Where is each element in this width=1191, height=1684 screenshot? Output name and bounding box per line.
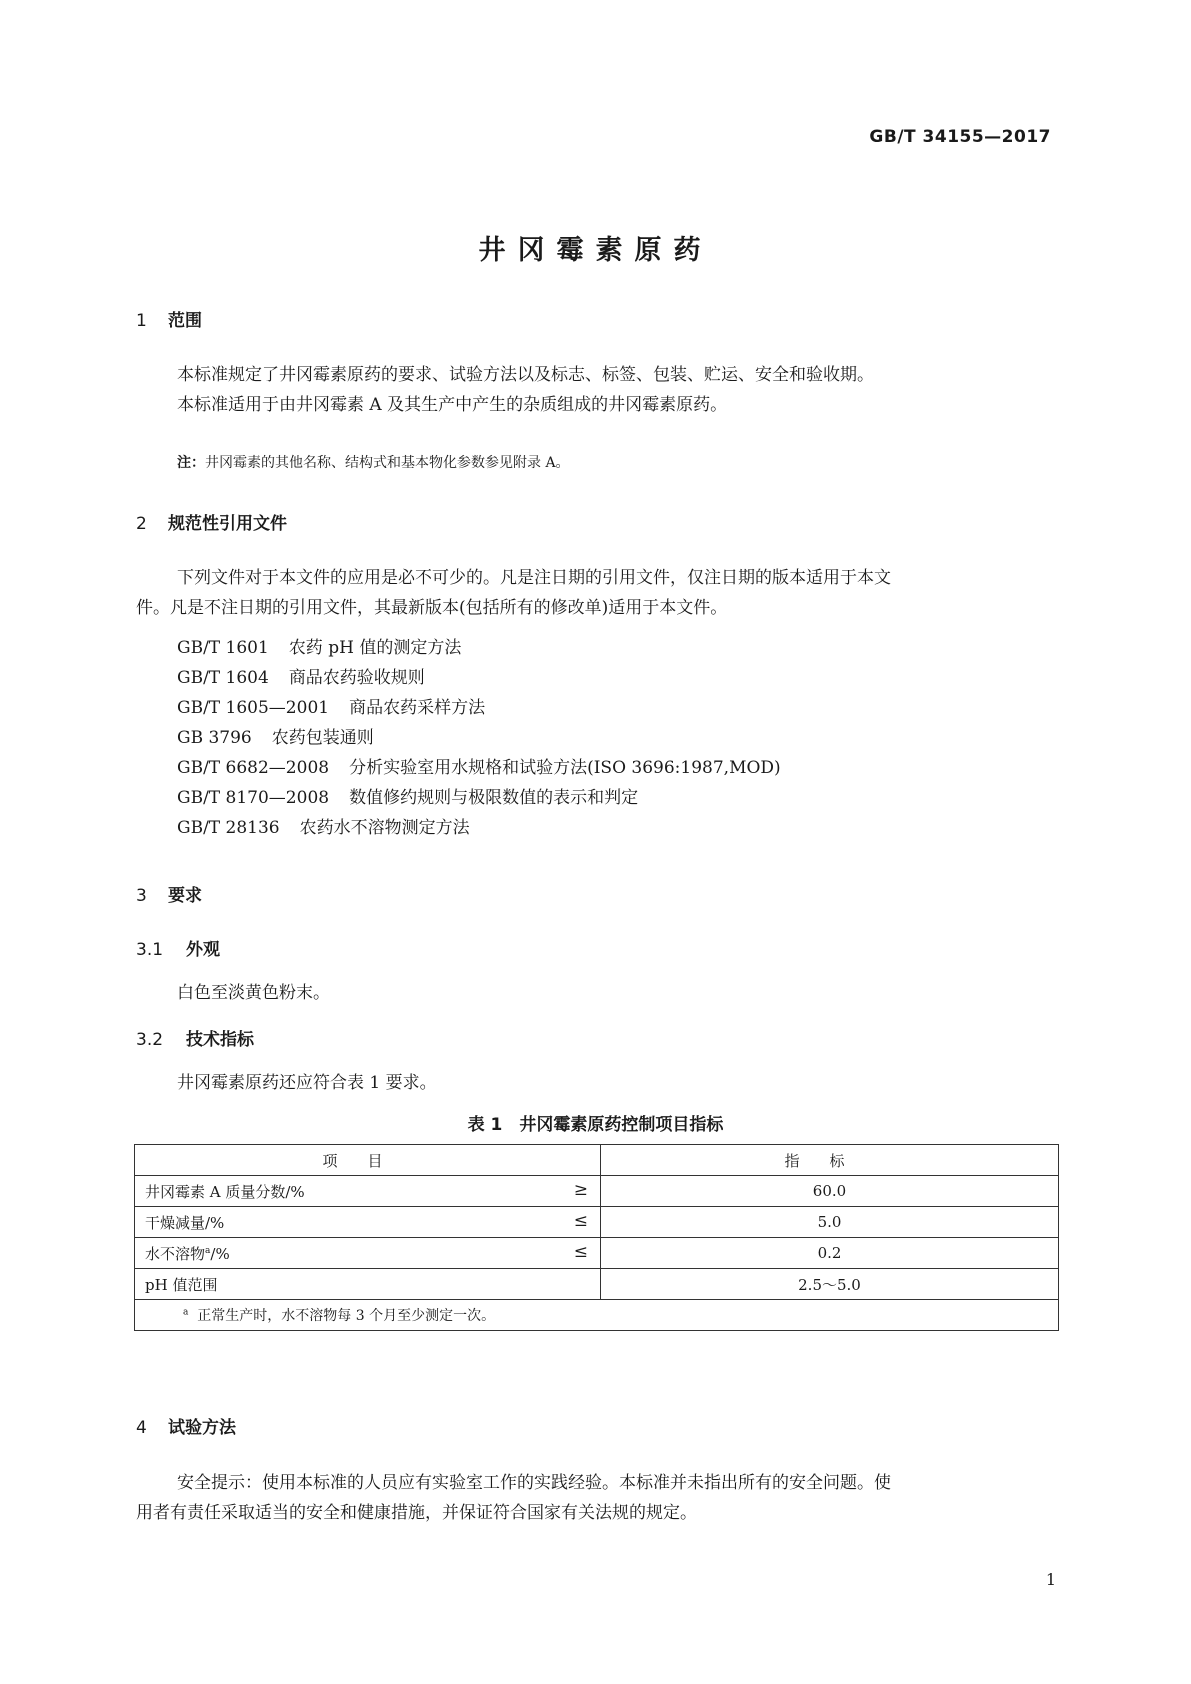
reference-title: 商品农药验收规则 <box>288 668 425 688</box>
table-row <box>135 1207 1059 1238</box>
reference-item <box>177 753 781 778</box>
reference-item <box>177 633 461 658</box>
refs-intro-line-1: 下列文件对于本文件的应用是必不可少的。凡是注日期的引用文件，仅注日期的版本适用于本文 <box>177 568 891 588</box>
subsection-number: 3.2 <box>136 1030 164 1050</box>
item-unit: /% <box>210 1244 230 1263</box>
section-number: 3 <box>136 886 147 906</box>
section-title: 要求 <box>168 886 202 906</box>
table-cell-value: 60.0 <box>601 1176 1059 1207</box>
table-row <box>135 1238 1059 1269</box>
reference-code: GB/T 1604 <box>177 668 269 688</box>
table-footnote <box>135 1300 1059 1331</box>
item-label: 井冈霉素 A 质量分数/% <box>145 1182 305 1201</box>
section-heading-scope <box>136 306 202 331</box>
reference-item <box>177 663 425 688</box>
section-heading-requirements <box>136 881 202 906</box>
table-cell-item <box>135 1176 601 1207</box>
document-code: GB/T 34155—2017 <box>869 127 1051 147</box>
footnote-marker: a <box>205 1245 211 1256</box>
table-row <box>135 1269 1059 1300</box>
reference-code: GB/T 1605—2001 <box>177 698 330 718</box>
section-title: 规范性引用文件 <box>168 514 287 534</box>
table-header-row <box>135 1145 1059 1176</box>
subsection-heading-specs <box>136 1025 254 1050</box>
note-text: 井冈霉素的其他名称、结构式和基本物化参数参见附录 A。 <box>205 455 570 471</box>
table-caption: 表 1 井冈霉素原药控制项目指标 <box>467 1115 724 1135</box>
table-footnote-row <box>135 1300 1059 1331</box>
reference-code: GB 3796 <box>177 728 252 748</box>
safety-line-1: 安全提示：使用本标准的人员应有实验室工作的实践经验。本标准并未指出所有的安全问题。使 <box>177 1473 891 1493</box>
reference-item <box>177 783 638 808</box>
reference-title: 分析实验室用水规格和试验方法(ISO 3696:1987,MOD) <box>349 758 781 778</box>
table-cell-item <box>135 1238 601 1269</box>
section-number: 2 <box>136 514 147 534</box>
note-label: 注： <box>177 455 205 471</box>
operator: ≤ <box>573 1211 588 1231</box>
subsection-title: 外观 <box>186 940 220 960</box>
table-cell-value: 5.0 <box>601 1207 1059 1238</box>
table-row <box>135 1176 1059 1207</box>
refs-intro-line-2: 件。凡是不注日期的引用文件，其最新版本(包括所有的修改单)适用于本文件。 <box>136 598 728 618</box>
reference-title: 商品农药采样方法 <box>349 698 486 718</box>
reference-code: GB/T 6682—2008 <box>177 758 330 778</box>
spec-table <box>134 1144 1059 1331</box>
section-heading-methods <box>136 1413 236 1438</box>
reference-title: 农药包装通则 <box>271 728 374 748</box>
table-cell-value: 0.2 <box>601 1238 1059 1269</box>
scope-paragraph-1: 本标准规定了井冈霉素原药的要求、试验方法以及标志、标签、包装、贮运、安全和验收期。 <box>177 365 874 385</box>
page-number: 1 <box>1045 1570 1056 1589</box>
section-number: 4 <box>136 1418 147 1438</box>
reference-title: 农药水不溶物测定方法 <box>299 818 470 838</box>
reference-code: GB/T 8170—2008 <box>177 788 330 808</box>
footnote-marker: a <box>183 1307 189 1318</box>
safety-line-2: 用者有责任采取适当的安全和健康措施，并保证符合国家有关法规的规定。 <box>136 1503 697 1523</box>
subsection-title: 技术指标 <box>186 1030 254 1050</box>
operator: ≥ <box>573 1180 588 1200</box>
item-label: 水不溶物 <box>145 1244 206 1263</box>
reference-item <box>177 723 374 748</box>
item-label: 干燥减量/% <box>145 1213 225 1232</box>
reference-item <box>177 813 470 838</box>
subsection-heading-appearance <box>136 935 220 960</box>
reference-title: 农药 pH 值的测定方法 <box>288 638 462 658</box>
document-title: 井冈霉素原药 <box>478 235 713 266</box>
section-number: 1 <box>136 311 147 331</box>
scope-paragraph-2: 本标准适用于由井冈霉素 A 及其生产中产生的杂质组成的井冈霉素原药。 <box>177 395 728 415</box>
subsection-number: 3.1 <box>136 940 164 960</box>
specs-text: 井冈霉素原药还应符合表 1 要求。 <box>177 1073 437 1093</box>
footnote-text: 正常生产时，水不溶物每 3 个月至少测定一次。 <box>197 1308 496 1324</box>
operator: ≤ <box>573 1242 588 1262</box>
reference-code: GB/T 28136 <box>177 818 280 838</box>
section-heading-references <box>136 509 287 534</box>
reference-item <box>177 693 485 718</box>
item-label: pH 值范围 <box>145 1275 218 1294</box>
appearance-text: 白色至淡黄色粉末。 <box>177 983 330 1003</box>
table-header-item: 项目 <box>135 1145 601 1176</box>
section-title: 试验方法 <box>168 1418 236 1438</box>
table-cell-value: 2.5～5.0 <box>601 1269 1059 1300</box>
table-cell-item <box>135 1269 601 1300</box>
scope-note <box>177 452 570 472</box>
reference-title: 数值修约规则与极限数值的表示和判定 <box>349 788 639 808</box>
table-cell-item <box>135 1207 601 1238</box>
table-header-value: 指标 <box>601 1145 1059 1176</box>
section-title: 范围 <box>168 311 202 331</box>
reference-code: GB/T 1601 <box>177 638 269 658</box>
